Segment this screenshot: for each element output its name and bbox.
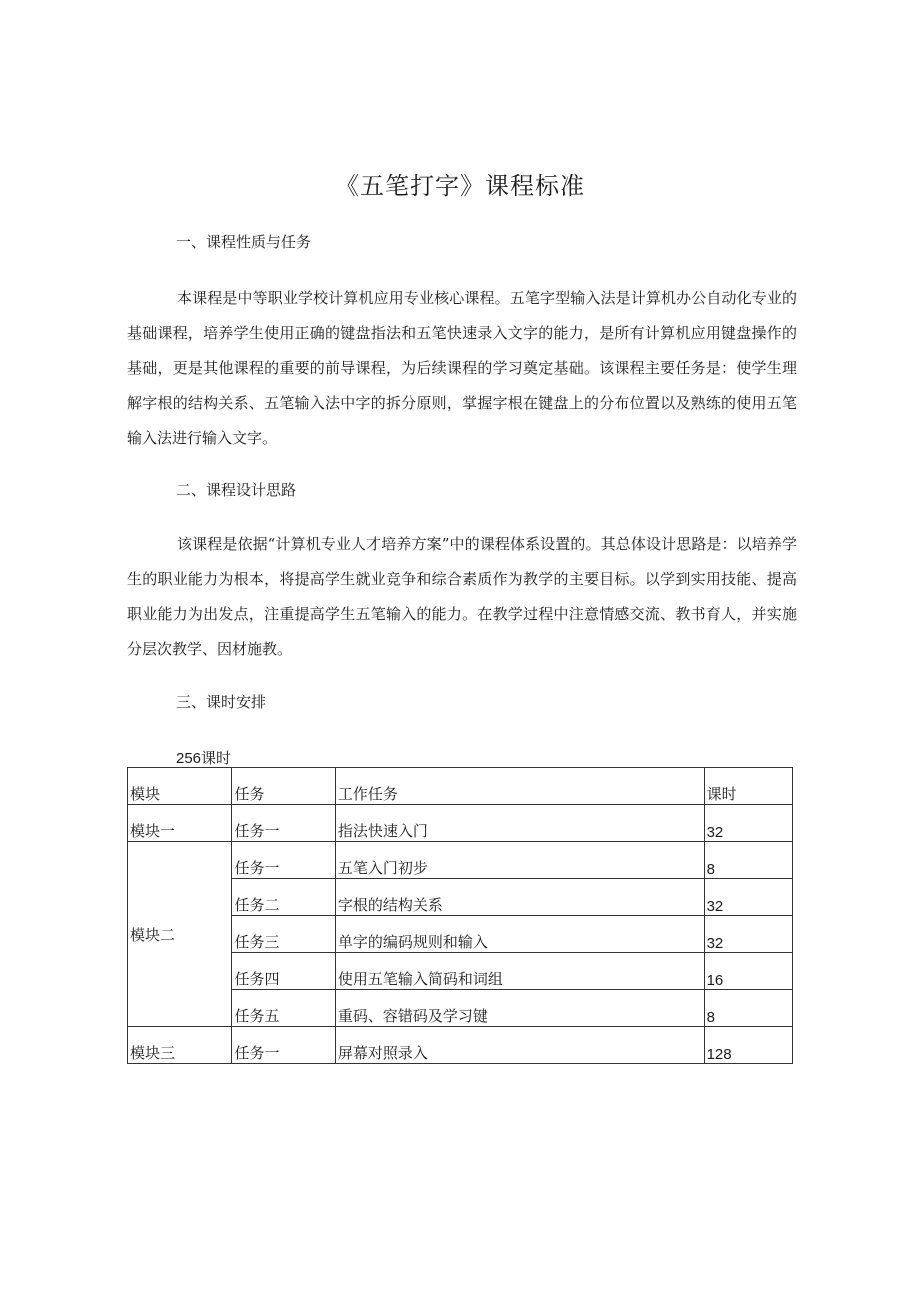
section-heading-3: 三、课时安排: [176, 693, 267, 711]
table-row: [128, 842, 793, 879]
cell-hours: 32: [704, 916, 792, 953]
total-hours: [176, 747, 231, 768]
cell-task: 任务五: [232, 990, 335, 1027]
cell-hours: 8: [704, 842, 792, 879]
paragraph-text: 本课程是中等职业学校计算机应用专业核心课程。五笔字型输入法是计算机办公自动化专业的基础课程，培养学生使用正确的键盘指法和五笔快速录入文字的能力，是所有计算机应用键盘操作的基础，更是其他课程的重要的前导课程，为后续课程的学习奠定基础。该课程主要任务是：使学生理解字根的结构关系、五笔输入法中字的拆分原则，掌握字根在键盘上的分布位置以及熟练的使用五笔输入法进行输入文字。: [127, 289, 797, 447]
cell-task: 任务三: [232, 916, 335, 953]
cell-hours: 16: [704, 953, 792, 990]
table-row: [128, 1027, 793, 1064]
cell-work: 重码、容错码及学习键: [335, 990, 704, 1027]
cell-task: 任务一: [232, 842, 335, 879]
header-module: 模块: [128, 768, 232, 805]
cell-task: 任务四: [232, 953, 335, 990]
section-heading-2: 二、课程设计思路: [176, 481, 297, 499]
cell-hours: 128: [704, 1027, 792, 1064]
cell-work: 指法快速入门: [335, 805, 704, 842]
header-task: 任务: [232, 768, 335, 805]
cell-task: 任务一: [232, 805, 335, 842]
cell-module: 模块二: [128, 842, 232, 1027]
cell-work: 单字的编码规则和输入: [335, 916, 704, 953]
paragraph-text: 该课程是依据“计算机专业人才培养方案”中的课程体系设置的。其总体设计思路是：以培养学生的职业能力为根本，将提高学生就业竞争和综合素质作为教学的主要目标。以学到实用技能、提高职业能力为出发点，注重提高学生五笔输入的能力。在教学过程中注意情感交流、教书育人，并实施分层次教学、因材施教。: [127, 535, 797, 658]
header-work: 工作任务: [335, 768, 704, 805]
section-paragraph-2: [127, 527, 797, 667]
cell-work: 五笔入门初步: [335, 842, 704, 879]
total-hours-unit: 课时: [201, 749, 232, 767]
schedule-table: [127, 767, 793, 1064]
cell-hours: 8: [704, 990, 792, 1027]
cell-module: 模块一: [128, 805, 232, 842]
section-paragraph-1: [127, 281, 797, 456]
header-hours: 课时: [704, 768, 792, 805]
cell-work: 字根的结构关系: [335, 879, 704, 916]
document-title: 《五笔打字》课程标准: [335, 172, 585, 200]
cell-module: 模块三: [128, 1027, 232, 1064]
cell-hours: 32: [704, 879, 792, 916]
cell-work: 使用五笔输入简码和词组: [335, 953, 704, 990]
section-heading-1: 一、课程性质与任务: [176, 233, 312, 251]
cell-task: 任务一: [232, 1027, 335, 1064]
cell-hours: 32: [704, 805, 792, 842]
total-hours-number: 256: [176, 750, 202, 767]
cell-work: 屏幕对照录入: [335, 1027, 704, 1064]
cell-task: 任务二: [232, 879, 335, 916]
table-header-row: [128, 768, 793, 805]
table-row: [128, 805, 793, 842]
